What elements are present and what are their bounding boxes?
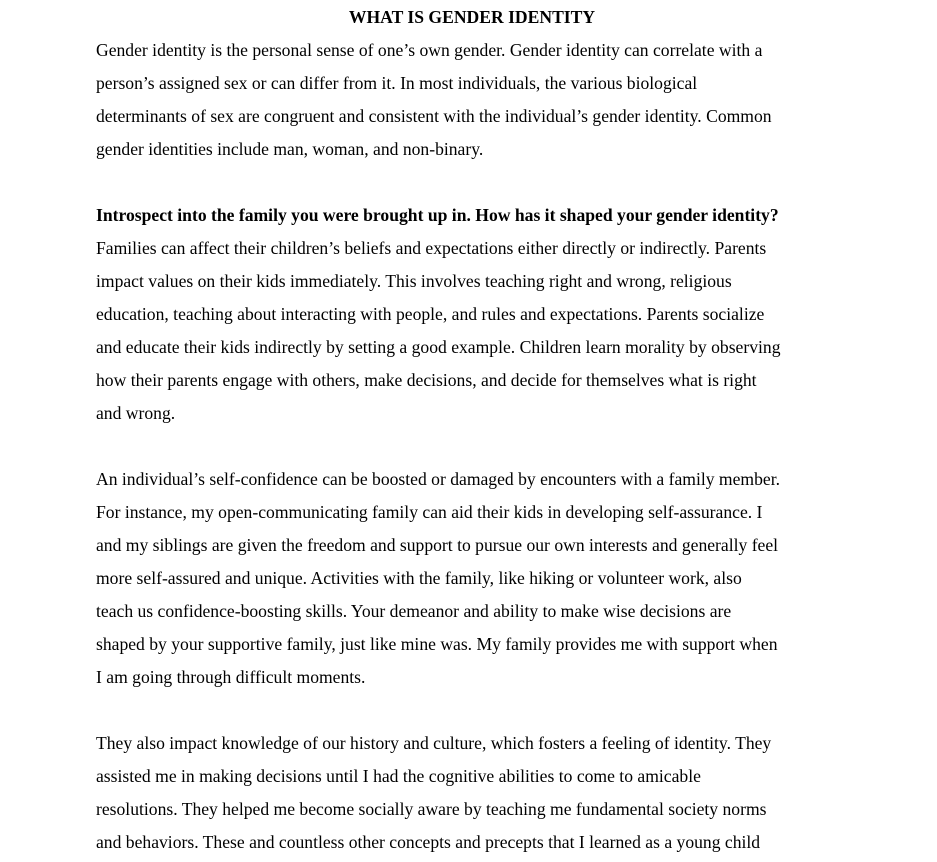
paragraph bbox=[96, 463, 848, 694]
paragraph-line: shaped by your supportive family, just like mine was. My family provides me with support when bbox=[96, 634, 778, 654]
paragraph-line: and wrong. bbox=[96, 403, 176, 423]
paragraph-line: more self-assured and unique. Activities with the family, like hiking or volunteer work, also bbox=[96, 568, 742, 588]
paragraph-line: I am going through difficult moments. bbox=[96, 667, 366, 687]
paragraph-line: person’s assigned sex or can differ from it. In most individuals, the various biological bbox=[96, 73, 698, 93]
paragraph-line: Gender identity is the personal sense of one’s own gender. Gender identity can correlate with a bbox=[96, 40, 763, 60]
paragraph-line: resolutions. They helped me become socially aware by teaching me fundamental society norms bbox=[96, 799, 767, 819]
paragraph bbox=[96, 34, 848, 166]
paragraph-line: education, teaching about interacting with people, and rules and expectations. Parents socialize bbox=[96, 304, 765, 324]
paragraph-line: and behaviors. These and countless other concepts and precepts that I learned as a young child bbox=[96, 832, 761, 852]
section-heading: Introspect into the family you were brought up in. How has it shaped your gender identity? bbox=[96, 205, 779, 225]
paragraph bbox=[96, 232, 848, 430]
paragraph-line: and educate their kids indirectly by setting a good example. Children learn morality by observing bbox=[96, 337, 781, 357]
paragraph-line: They also impact knowledge of our history and culture, which fosters a feeling of identity. They bbox=[96, 733, 772, 753]
paragraph-line: determinants of sex are congruent and consistent with the individual’s gender identity. Common bbox=[96, 106, 772, 126]
paragraph-line: gender identities include man, woman, and non-binary. bbox=[96, 139, 484, 159]
paragraph-line: and my siblings are given the freedom and support to pursue our own interests and generally feel bbox=[96, 535, 779, 555]
document-body bbox=[96, 1, 848, 859]
paragraph-line: impact values on their kids immediately. This involves teaching right and wrong, religious bbox=[96, 271, 732, 291]
paragraph bbox=[96, 727, 848, 859]
document-title: WHAT IS GENDER IDENTITY bbox=[348, 7, 596, 27]
paragraph-line: For instance, my open-communicating family can aid their kids in developing self-assurance. I bbox=[96, 502, 763, 522]
paragraph-line: assisted me in making decisions until I had the cognitive abilities to come to amicable bbox=[96, 766, 701, 786]
paragraph-line: teach us confidence-boosting skills. Your demeanor and ability to make wise decisions are bbox=[96, 601, 732, 621]
paragraph-line: An individual’s self-confidence can be boosted or damaged by encounters with a family member. bbox=[96, 469, 780, 489]
paragraph-line: Families can affect their children’s beliefs and expectations either directly or indirectly. Parents bbox=[96, 238, 767, 258]
paragraph-line: how their parents engage with others, make decisions, and decide for themselves what is right bbox=[96, 370, 757, 390]
